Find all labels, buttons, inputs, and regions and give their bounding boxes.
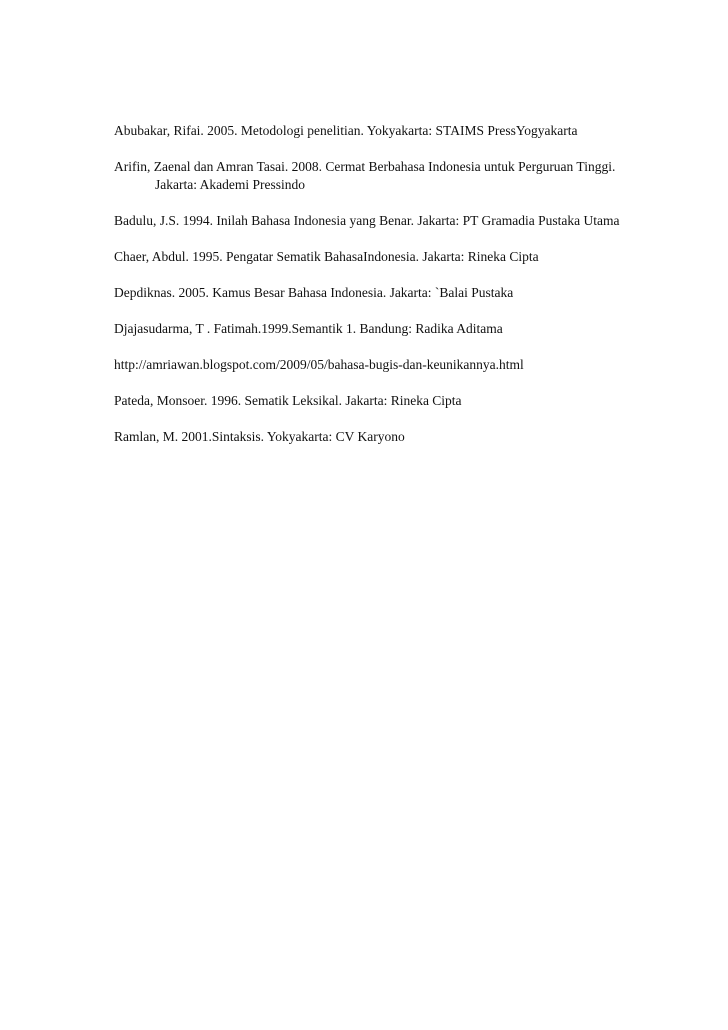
reference-entry: Ramlan, M. 2001.Sintaksis. Yokyakarta: CV Karyono [114, 429, 405, 444]
reference-entry: Arifin, Zaenal dan Amran Tasai. 2008. Cermat Berbahasa Indonesia untuk Perguruan Tinggi. Jakarta: Akademi Pressindo [114, 159, 616, 192]
reference-entry: Abubakar, Rifai. 2005. Metodologi penelitian. Yokyakarta: STAIMS PressYogyakarta [114, 123, 578, 138]
reference-entry: Depdiknas. 2005. Kamus Besar Bahasa Indonesia. Jakarta: `Balai Pustaka [114, 285, 514, 300]
reference-entry: Chaer, Abdul. 1995. Pengatar Sematik BahasaIndonesia. Jakarta: Rineka Cipta [114, 249, 539, 264]
reference-entry: Pateda, Monsoer. 1996. Sematik Leksikal. Jakarta: Rineka Cipta [114, 393, 462, 408]
reference-list [114, 122, 634, 464]
reference-entry: Badulu, J.S. 1994. Inilah Bahasa Indonesia yang Benar. Jakarta: PT Gramadia Pustaka Utama [114, 213, 620, 228]
reference-url-entry: http://amriawan.blogspot.com/2009/05/bahasa-bugis-dan-keunikannya.html [114, 357, 524, 372]
reference-entry: Djajasudarma, T . Fatimah.1999.Semantik 1. Bandung: Radika Aditama [114, 321, 503, 336]
